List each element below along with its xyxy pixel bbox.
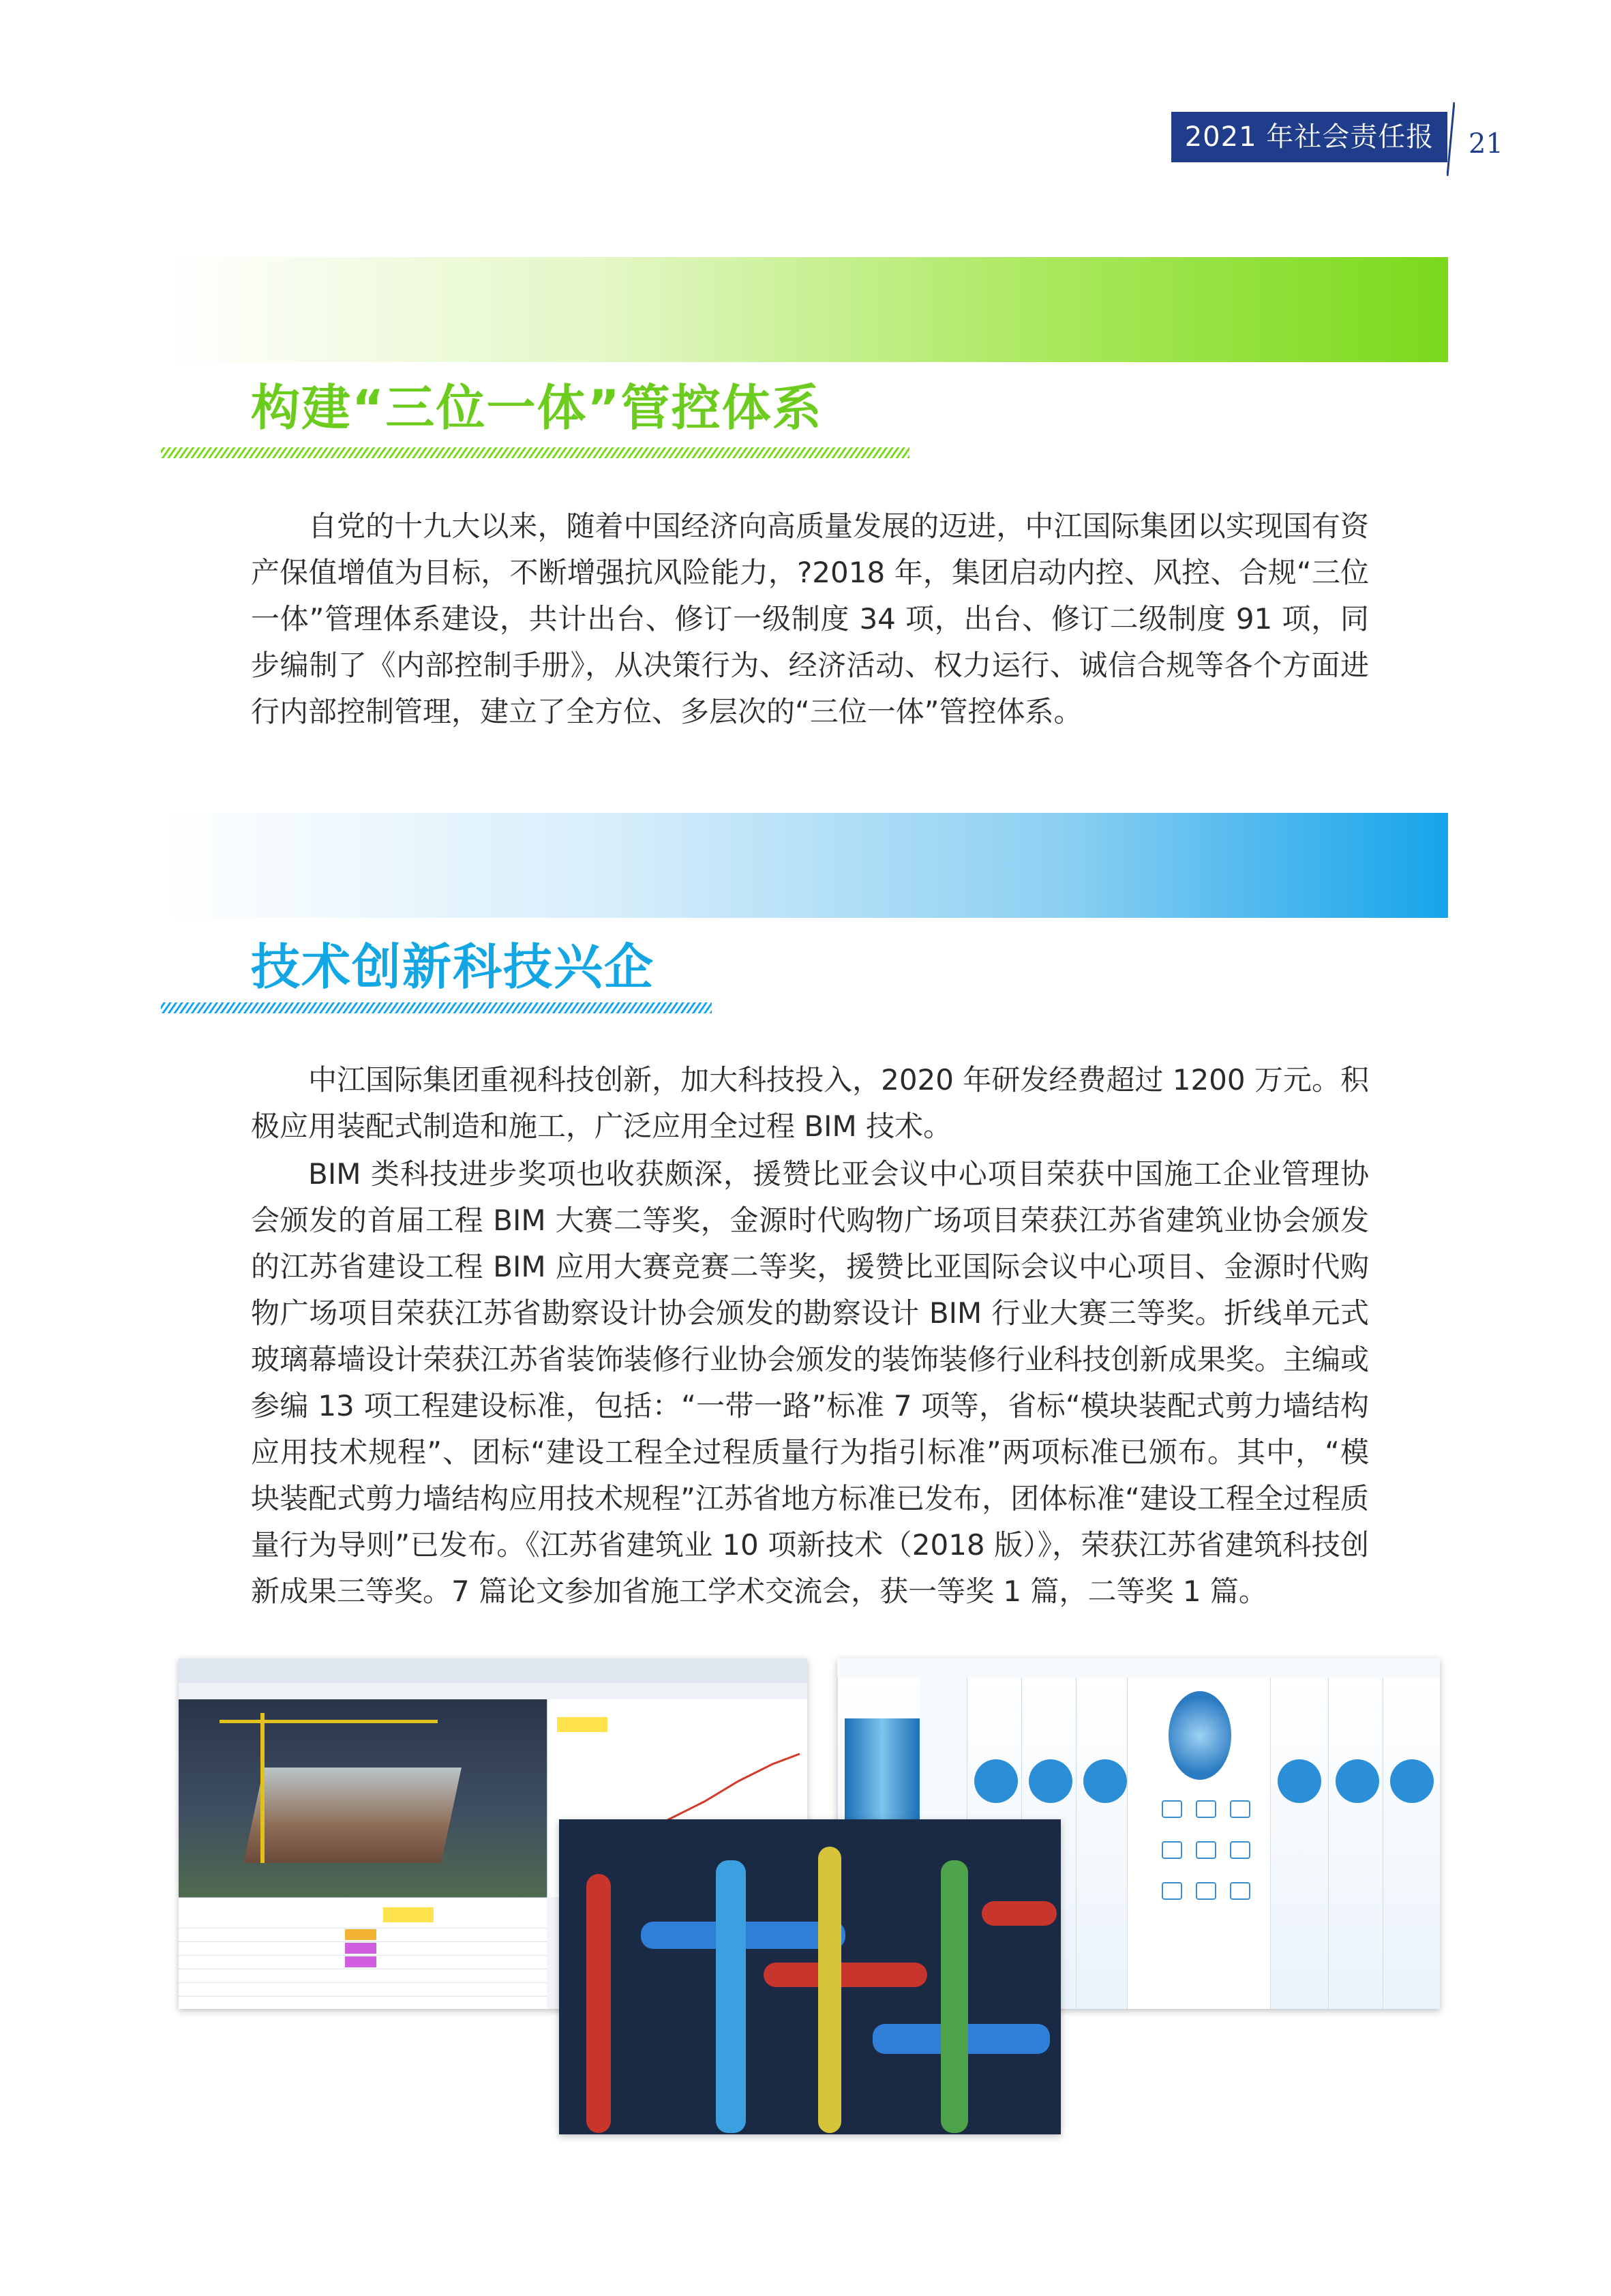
stage-card xyxy=(1076,1678,1128,2009)
dollar-icon xyxy=(1196,1882,1216,1900)
stage-number-icon xyxy=(1029,1759,1072,1803)
status-cell xyxy=(345,1943,376,1954)
pipe-green xyxy=(941,1860,968,2133)
software-toolbar xyxy=(179,1683,807,1700)
section-banner-blue xyxy=(161,813,1448,918)
paragraph-governance: 自党的十九大以来，随着中国经济向高质量发展的迈进，中江国际集团以实现国有资产保值增值为目标，不断增强抗风险能力，?2018 年，集团启动内控、风控、合规“三位一体”管理体系建设，共计出台、修订一级制度 34 项，出台、修订二级制度 91 项，同步编制了《内部控制手册》，从决策行为、经济活动、权力运行、诚信合规等各个方面进行内部控制管理，建立了全方位、多层次的“三位一体”管控体系。 xyxy=(251,509,1369,728)
schedule-tag-highlight xyxy=(383,1907,434,1922)
header-slash-divider xyxy=(1447,102,1455,176)
stage-number-icon xyxy=(974,1759,1018,1803)
table-row xyxy=(179,1982,547,1983)
bank-icon xyxy=(1162,1882,1182,1900)
report-title-badge: 2021 年社会责任报告 xyxy=(1171,112,1447,162)
person-icon xyxy=(1230,1841,1250,1859)
table-row xyxy=(179,1941,547,1942)
tower-crane-mast xyxy=(260,1713,265,1863)
building-model xyxy=(243,1768,462,1863)
title-underline-hatch xyxy=(161,1002,712,1013)
bim-overview-panel xyxy=(1127,1678,1271,2009)
paragraph-innovation-intro: 中江国际集团重视科技创新，加大科技投入，2020 年研发经费超过 1200 万元。积极应用装配式制造和施工，广泛应用全过程 BIM 技术。 xyxy=(251,1063,1369,1143)
stage-card xyxy=(1383,1678,1440,2009)
chart-icon xyxy=(1196,1800,1216,1818)
table-row xyxy=(179,1955,547,1956)
status-cell xyxy=(345,1929,376,1940)
tower-crane-jib xyxy=(220,1720,438,1723)
page-number: 21 xyxy=(1469,128,1503,160)
status-cell xyxy=(345,1956,376,1967)
construction-model-view xyxy=(179,1699,547,1897)
house-icon xyxy=(1162,1800,1182,1818)
pipe-red xyxy=(764,1963,927,1987)
timeline-header xyxy=(179,1658,807,1684)
schedule-table xyxy=(179,1897,547,2009)
grid-icon xyxy=(1230,1800,1250,1818)
stage-number-icon xyxy=(1083,1759,1127,1803)
pipe-icon xyxy=(1162,1841,1182,1859)
stage-card xyxy=(1328,1678,1383,2009)
section-title-innovation: 技术创新科技兴企 xyxy=(251,938,655,996)
pipe-blue xyxy=(716,1860,746,2133)
pipe-yellow xyxy=(818,1847,841,2133)
paragraph-innovation-awards: BIM 类科技进步奖项也收获颇深，援赞比亚会议中心项目荣获中国施工企业管理协会颁发的首届工程 BIM 大赛二等奖，金源时代购物广场项目荣获江苏省建筑业协会颁发的江苏省建设工程 BIM 应用大赛竞赛二等奖，援赞比亚国际会议中心项目、金源时代购物广场项目荣获江苏省勘察设计协会颁发的勘察设计 BIM 行业大赛三等奖。折线单元式玻璃幕墙设计荣获江苏省装饰装修行业协会颁发的装饰装修行业科技创新成果奖。主编或参编 13 项工程建设标准，包括：“一带一路”标准 7 项等，省标“模块装配式剪力墙结构应用技术规程”、团标“建设工程全过程质量行为指引标准”两项标准已颁布。其中，“模块装配式剪力墙结构应用技术规程”江苏省地方标准已发布，团体标准“建设工程全过程质量行为导则”已发布。《江苏省建筑业 10 项新技术（2018 版）》，荣获江苏省建筑科技创新成果三等奖。7 篇论文参加省施工学术交流会，获一等奖 1 篇，二等奖 1 篇。 xyxy=(251,1157,1369,1608)
stage-number-icon xyxy=(1336,1759,1379,1803)
bar-chart-icon xyxy=(1230,1882,1250,1900)
stage-card xyxy=(1270,1678,1329,2009)
title-underline-hatch xyxy=(161,447,909,458)
bim-pipe-model-render xyxy=(559,1819,1061,2134)
stage-number-icon xyxy=(1390,1759,1434,1803)
bim-building-icon xyxy=(1169,1691,1231,1780)
worker-icon xyxy=(1196,1841,1216,1859)
stage-number-icon xyxy=(1278,1759,1321,1803)
section-title-governance: 构建“三位一体”管控体系 xyxy=(251,379,823,436)
section-banner-green xyxy=(161,257,1448,362)
pipe-red xyxy=(982,1901,1057,1926)
table-row xyxy=(179,1996,547,1997)
pipe-red xyxy=(586,1874,611,2133)
